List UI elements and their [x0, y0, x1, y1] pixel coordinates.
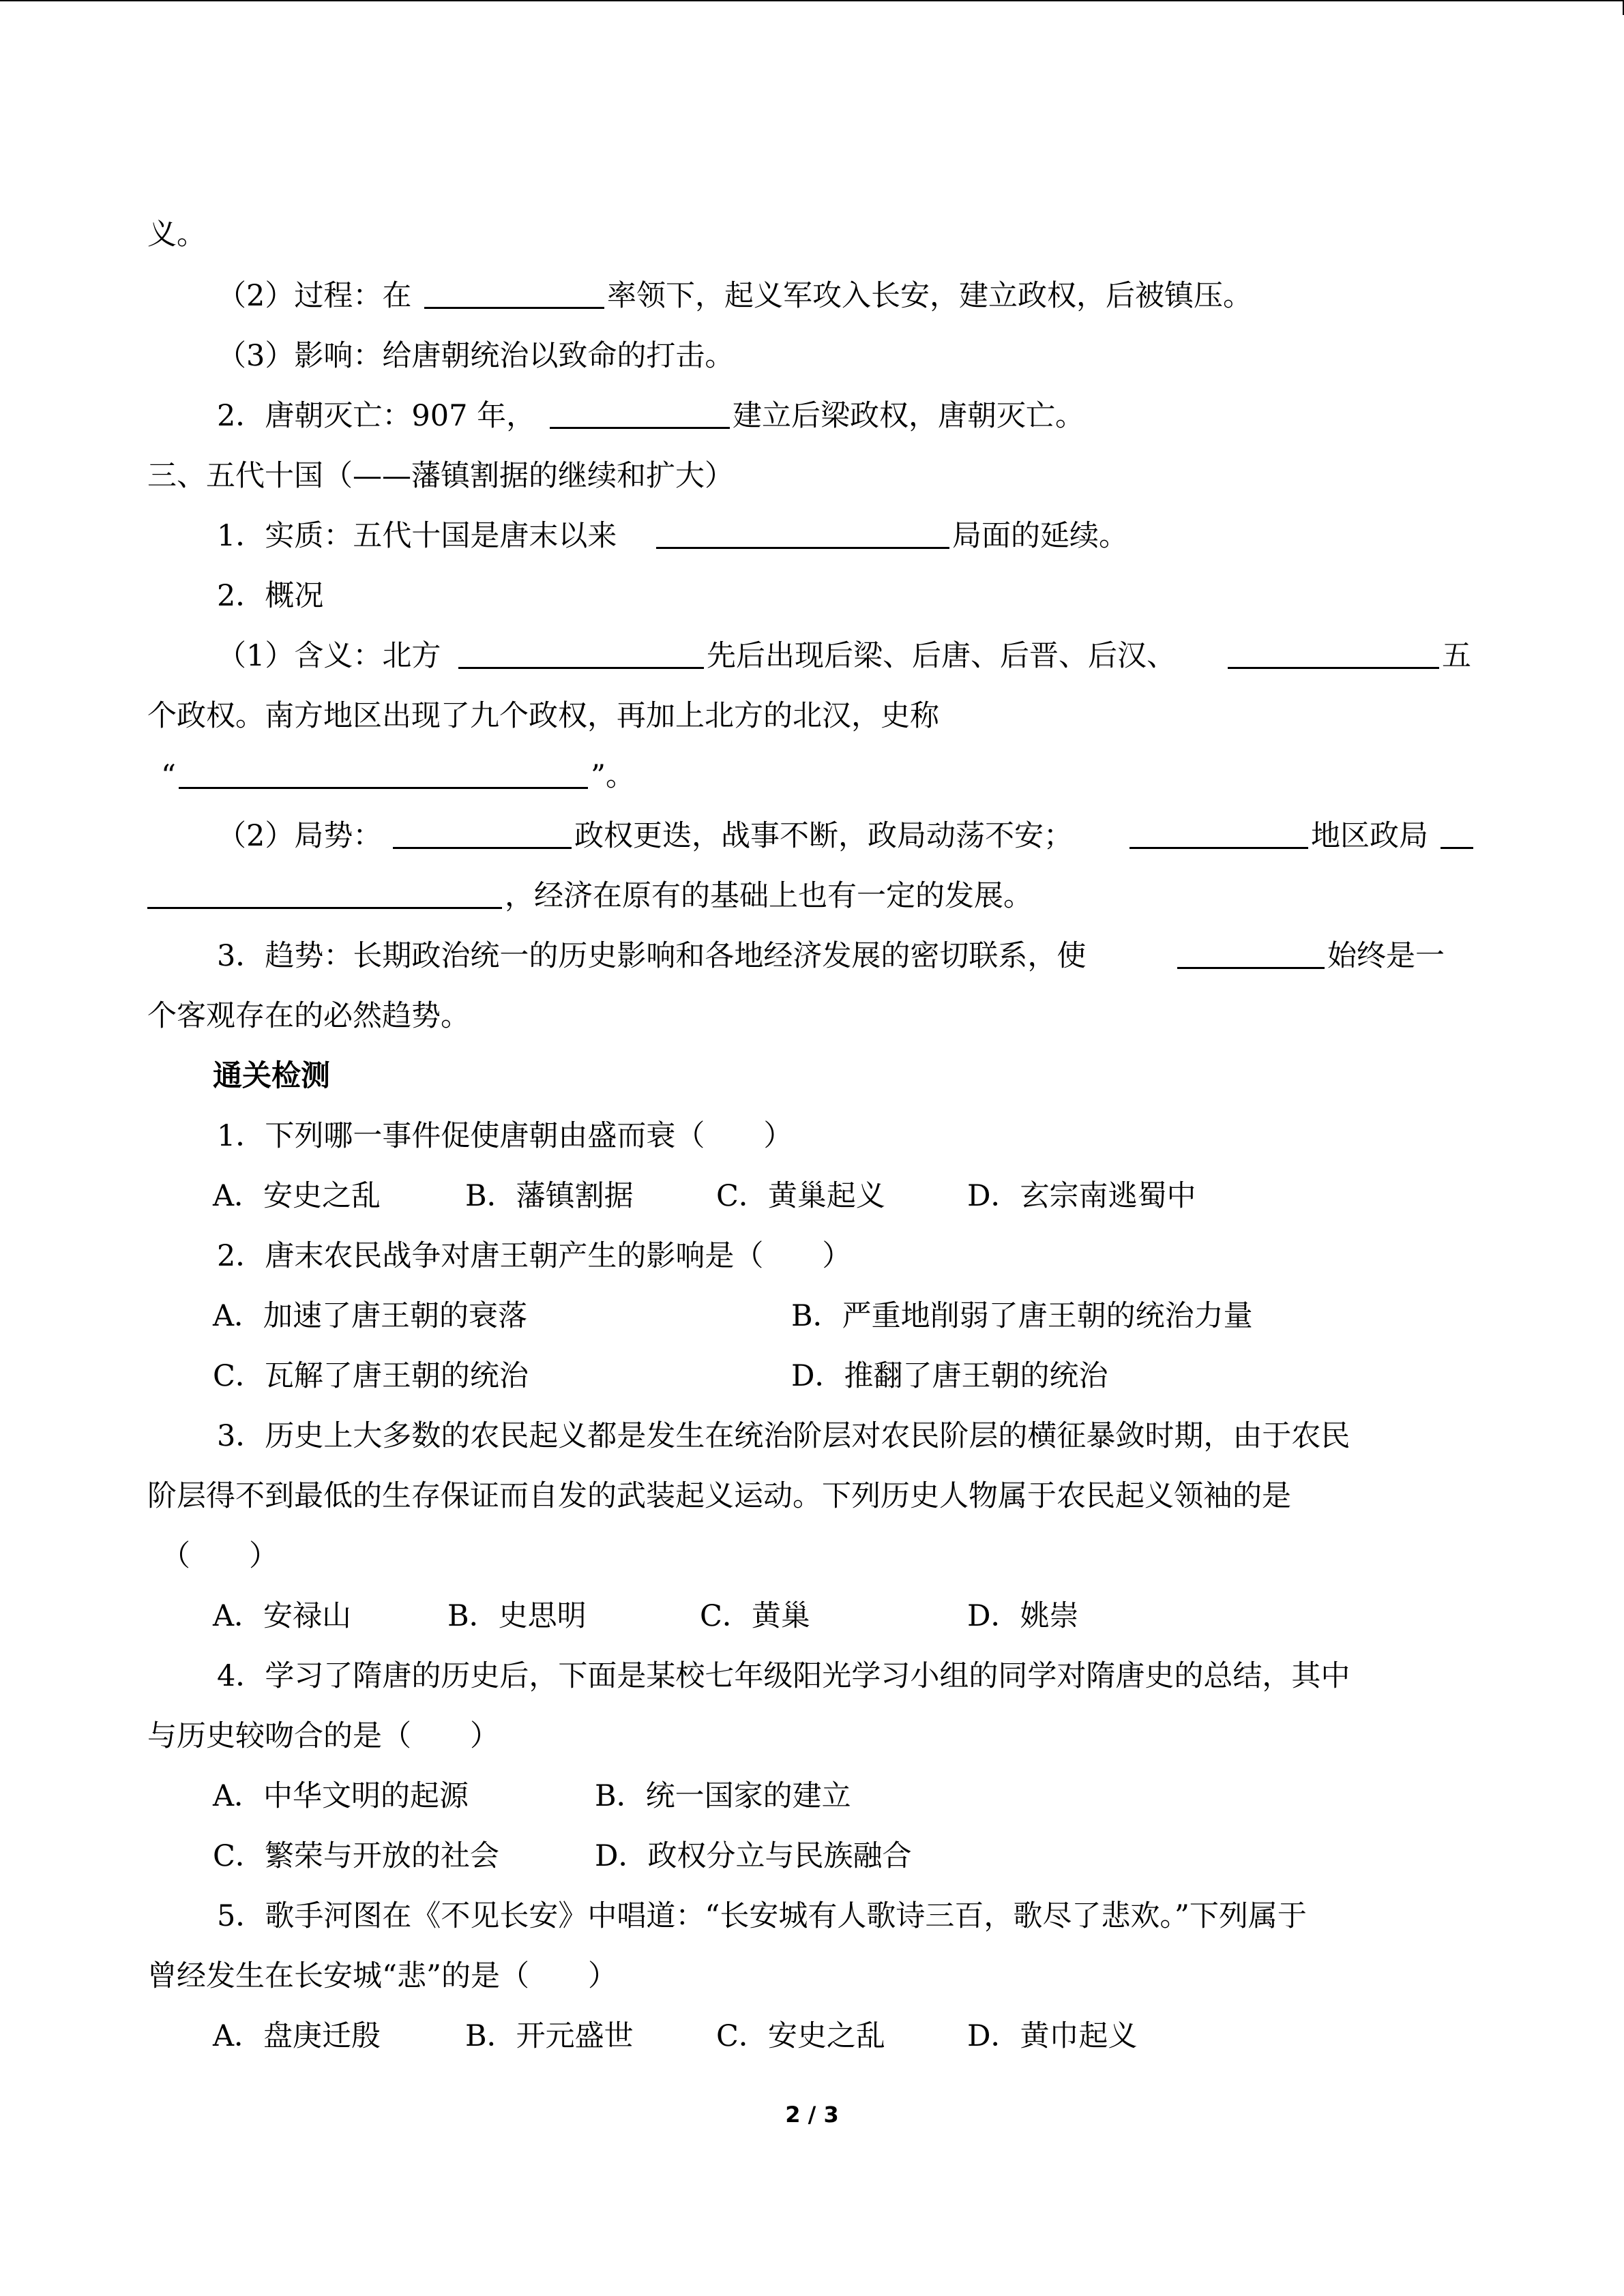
fill-blank[interactable]	[1130, 816, 1308, 849]
option-c[interactable]: C．黄巢	[700, 1599, 810, 1633]
text-segment: （1）含义：北方	[217, 639, 441, 673]
text-segment: 建立后梁政权，唐朝灭亡。	[733, 399, 1084, 433]
text-segment: 1．实质：五代十国是唐末以来	[217, 519, 617, 553]
option-c[interactable]: C．繁荣与开放的社会	[213, 1839, 499, 1873]
text-segment: ，经济在原有的基础上也有一定的发展。	[505, 879, 1033, 913]
section-heading: 三、五代十国（——藩镇割据的继续和扩大）	[147, 459, 734, 493]
fill-blank[interactable]	[393, 816, 572, 849]
text-segment: （2）局势：	[217, 819, 383, 853]
fill-blank[interactable]	[1177, 936, 1325, 969]
page-number: 2 / 3	[785, 2102, 839, 2128]
fill-blank[interactable]	[656, 516, 949, 549]
page-top-border	[0, 0, 1624, 1]
fill-blank[interactable]	[550, 396, 730, 429]
text-segment: 先后出现后梁、后唐、后晋、后汉、	[707, 639, 1176, 673]
question-stem: 3．历史上大多数的农民起义都是发生在统治阶层对农民阶层的横征暴敛时期，由于农民	[217, 1419, 1350, 1453]
fill-blank[interactable]	[1441, 816, 1473, 849]
text-segment: 地区政局	[1311, 819, 1428, 853]
option-a[interactable]: A．中华文明的起源	[213, 1779, 469, 1813]
option-a[interactable]: A．加速了唐王朝的衰落	[213, 1299, 528, 1333]
option-d[interactable]: D．玄宗南逃蜀中	[967, 1179, 1196, 1213]
text-segment: 率领下，起义军攻入长安，建立政权，后被镇压。	[607, 279, 1252, 313]
option-c[interactable]: C．瓦解了唐王朝的统治	[213, 1359, 529, 1393]
option-b[interactable]: B．严重地削弱了唐王朝的统治力量	[791, 1299, 1253, 1333]
question-stem: 曾经发生在长安城“悲”的是（ ）	[147, 1959, 617, 1993]
text-segment: 局面的延续。	[952, 519, 1128, 553]
question-stem: 1．下列哪一事件促使唐朝由盛而衰（ ）	[217, 1119, 793, 1153]
fill-blank[interactable]	[1228, 636, 1439, 669]
option-d[interactable]: D．推翻了唐王朝的统治	[791, 1359, 1108, 1393]
text-segment: “	[161, 759, 176, 793]
fill-blank[interactable]	[147, 876, 502, 909]
option-c[interactable]: C．安史之乱	[716, 2019, 885, 2053]
fill-blank[interactable]	[458, 636, 704, 669]
option-b[interactable]: B．藩镇割据	[465, 1179, 634, 1213]
option-a[interactable]: A．安禄山	[213, 1599, 352, 1633]
fill-blank[interactable]	[424, 275, 604, 309]
text-segment: 2．唐朝灭亡：907 年，	[217, 399, 536, 433]
option-c[interactable]: C．黄巢起义	[716, 1179, 885, 1213]
text-line-content: 个客观存在的必然趋势。	[147, 999, 470, 1033]
text-segment: 3．趋势：长期政治统一的历史影响和各地经济发展的密切联系，使	[217, 939, 1087, 973]
fill-blank[interactable]	[179, 756, 588, 789]
text-segment: （2）过程：在	[217, 279, 412, 313]
option-b[interactable]: B．统一国家的建立	[595, 1779, 851, 1813]
question-stem: 5．歌手河图在《不见长安》中唱道：“长安城有人歌诗三百，歌尽了悲欢。”下列属于	[217, 1899, 1307, 1933]
question-stem: 与历史较吻合的是（ ）	[147, 1719, 499, 1753]
text-line-content: （3）影响：给唐朝统治以致命的打击。	[217, 339, 735, 373]
text-line-content: 个政权。南方地区出现了九个政权，再加上北方的北汉，史称	[147, 699, 939, 733]
text-segment: ”。	[591, 759, 635, 793]
text-line-content: 义。	[147, 218, 206, 252]
option-b[interactable]: B．史思明	[447, 1599, 587, 1633]
option-a[interactable]: A．安史之乱	[213, 1179, 381, 1213]
option-a[interactable]: A．盘庚迁殷	[213, 2019, 381, 2053]
question-stem: 阶层得不到最低的生存保证而自发的武装起义运动。下列历史人物属于农民起义领袖的是	[147, 1479, 1291, 1513]
option-d[interactable]: D．姚崇	[967, 1599, 1079, 1633]
question-stem: 4．学习了隋唐的历史后，下面是某校七年级阳光学习小组的同学对隋唐史的总结，其中	[217, 1659, 1350, 1693]
question-stem: 2．唐末农民战争对唐王朝产生的影响是（ ）	[217, 1239, 852, 1273]
text-segment: 始终是一	[1327, 939, 1445, 973]
text-line-content: 2．概况	[217, 579, 324, 613]
section-title: 通关检测	[213, 1059, 330, 1093]
text-segment: 政权更迭，战事不断，政局动荡不安；	[574, 819, 1073, 853]
text-segment: 五	[1442, 639, 1471, 673]
answer-bracket: （ ）	[161, 1539, 278, 1573]
option-d[interactable]: D．黄巾起义	[967, 2019, 1138, 2053]
option-d[interactable]: D．政权分立与民族融合	[595, 1839, 912, 1873]
option-b[interactable]: B．开元盛世	[465, 2019, 634, 2053]
